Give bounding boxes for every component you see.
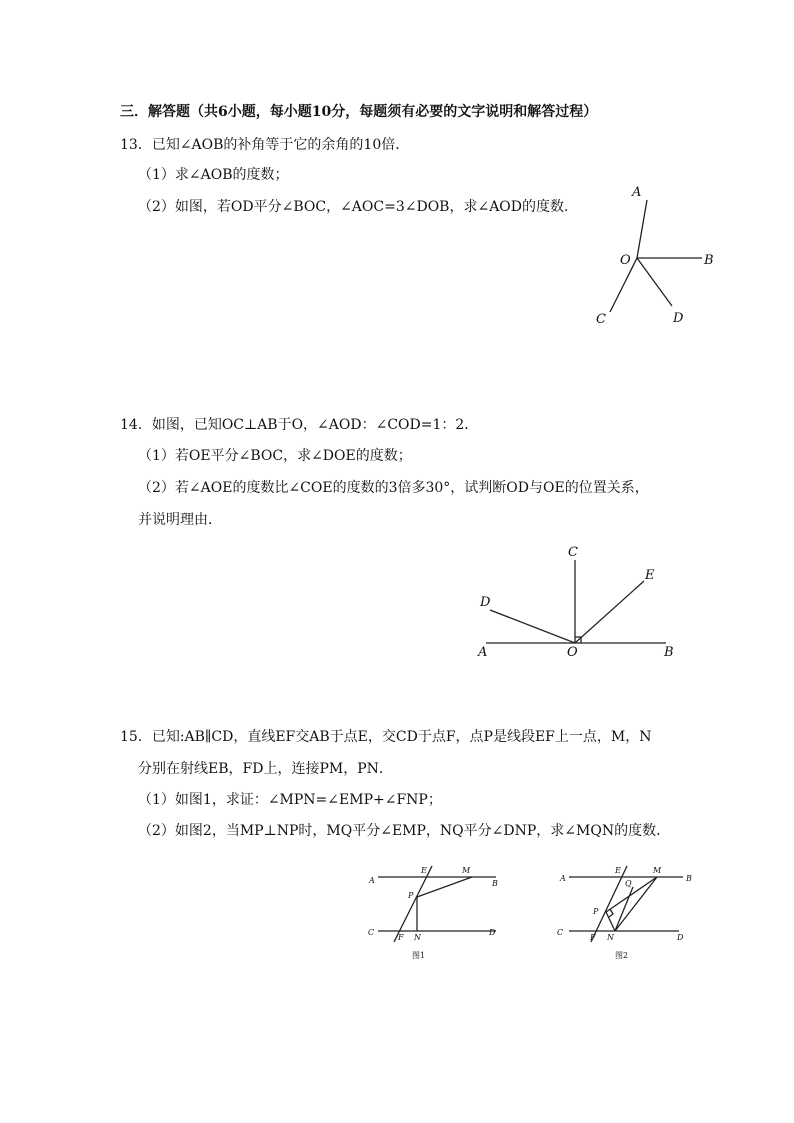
q15-stem-cont: 分别在射线EB，FD上，连接PM，PN．	[138, 761, 393, 777]
label-N: N	[607, 933, 614, 942]
label-A: A	[369, 876, 375, 885]
label-F: F	[398, 933, 404, 942]
q14-figure	[470, 540, 690, 665]
q14-part2: （2）若∠AOE的度数比∠COE的度数的3倍多30°，试判断OD与OE的位置关系，	[138, 480, 649, 496]
ray-OE	[575, 581, 644, 643]
label-C: C	[596, 312, 606, 327]
label-B: B	[492, 879, 498, 888]
label-P: P	[593, 907, 599, 916]
q14-part1: （1）若OE平分∠BOC，求∠DOE的度数；	[138, 448, 412, 464]
figure1-caption: 图1	[412, 951, 426, 960]
label-E: E	[421, 866, 427, 875]
q15-part2: （2）如图2，当MP⊥NP时，MQ平分∠EMP，NQ平分∠DNP，求∠MQN的度数．	[138, 823, 671, 839]
q14-part2-cont: 并说明理由．	[138, 512, 222, 528]
label-C: C	[557, 928, 564, 937]
label-D: D	[480, 595, 491, 610]
q15-stem: 15．已知:AB∥CD，直线EF交AB于点E，交CD于点F，点P是线段EF上一点，M，N	[120, 729, 652, 745]
label-M: M	[462, 866, 471, 875]
label-N: N	[414, 933, 421, 942]
q15-figure1	[362, 862, 512, 962]
label-F: F	[590, 933, 596, 942]
figure2-caption: 图2	[615, 951, 629, 960]
section-title: 三．解答题（共6小题，每小题10分，每题须有必要的文字说明和解答过程）	[120, 104, 598, 120]
label-D: D	[489, 928, 496, 937]
ray-OD	[637, 258, 672, 306]
q13-part2: （2）如图，若OD平分∠BOC，∠AOC=3∠DOB，求∠AOD的度数．	[138, 199, 579, 215]
ray-OA	[637, 200, 647, 258]
label-A: A	[632, 185, 642, 200]
q13-figure	[590, 180, 720, 330]
q14-stem: 14．如图，已知OC⊥AB于O，∠AOD：∠COD=1：2．	[120, 417, 479, 433]
label-B: B	[704, 253, 714, 268]
q15-part1: （1）如图1，求证：∠MPN=∠EMP+∠FNP；	[138, 792, 442, 808]
label-D: D	[677, 933, 684, 942]
segment-QN	[615, 887, 633, 931]
label-O: O	[567, 645, 578, 660]
label-C: C	[368, 928, 375, 937]
segment-MN	[615, 877, 657, 931]
label-D: D	[673, 311, 684, 326]
label-O: O	[620, 253, 631, 268]
label-A: A	[560, 874, 566, 883]
label-Q: Q	[625, 879, 632, 888]
q15-figure2	[555, 862, 705, 962]
q13-stem: 13．已知∠AOB的补角等于它的余角的10倍．	[120, 137, 410, 153]
label-C: C	[568, 545, 578, 560]
label-E: E	[645, 568, 655, 583]
label-M: M	[653, 866, 662, 875]
segment-PN	[606, 912, 615, 931]
label-E: E	[615, 866, 621, 875]
label-B: B	[686, 874, 692, 883]
label-A: A	[478, 645, 488, 660]
ray-OD	[490, 610, 575, 643]
label-B: B	[664, 645, 674, 660]
q13-part1: （1）求∠AOB的度数；	[138, 167, 289, 183]
label-P: P	[408, 891, 414, 900]
